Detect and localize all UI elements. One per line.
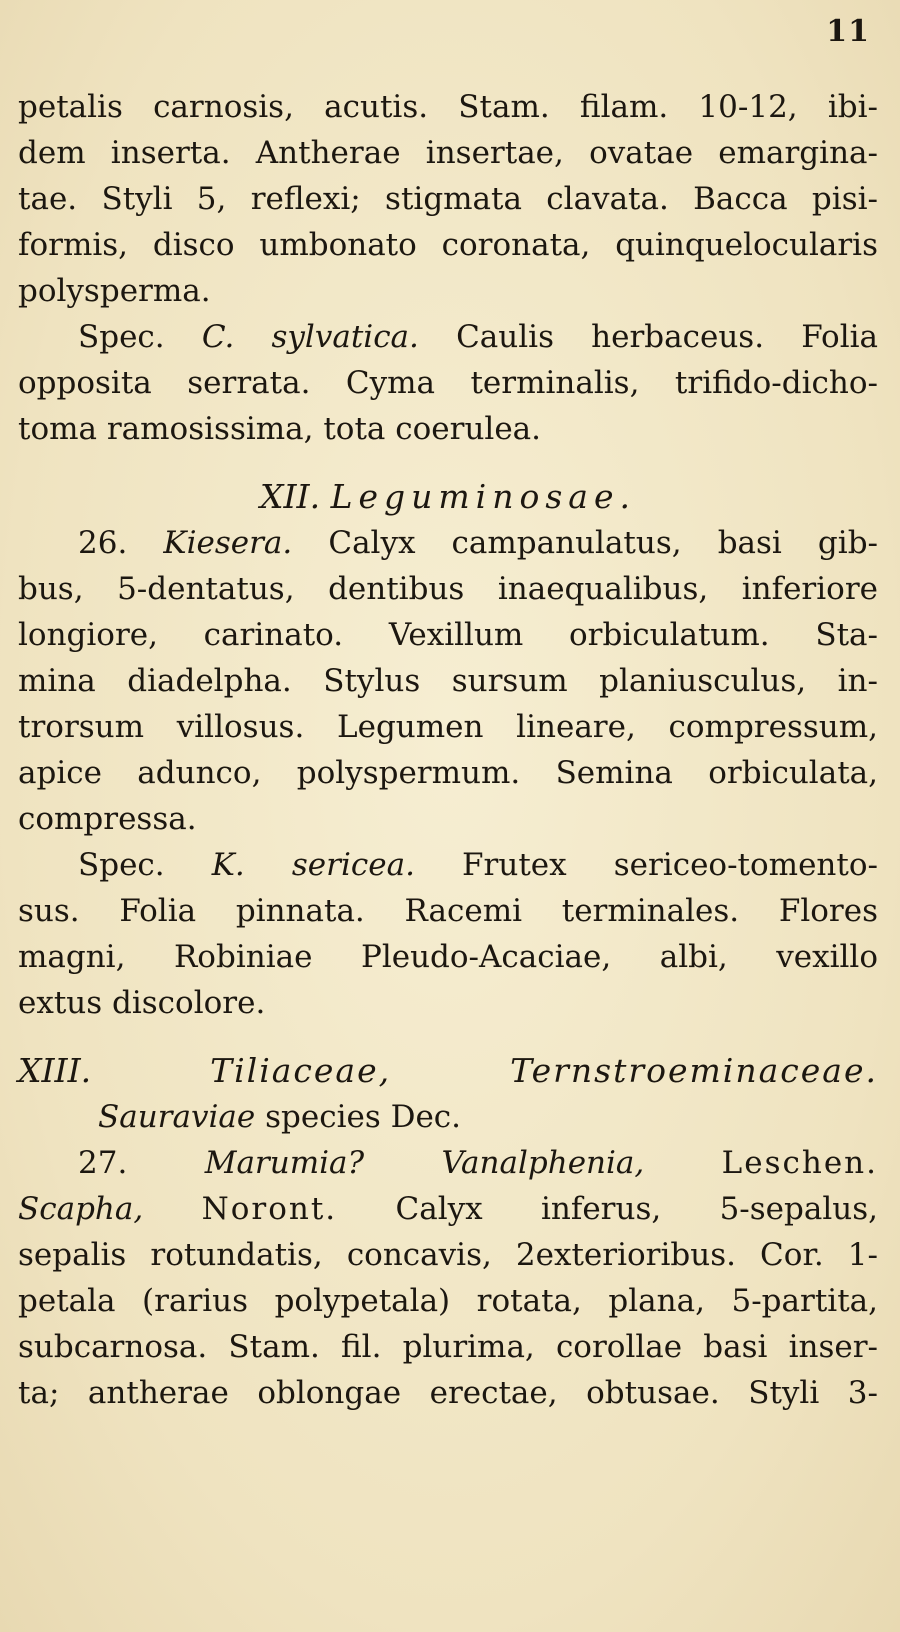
- species-entry-line: [18, 314, 878, 360]
- text-line: ta; antherae oblongae erectae, obtusae. Styli 3-: [18, 1375, 878, 1411]
- family-subheading: [18, 1094, 878, 1140]
- family-name: Leguminosae.: [330, 477, 636, 516]
- text-line: longiore, carinato. Vexillum orbiculatum. Sta-: [18, 617, 878, 653]
- text-line: bus, 5-dentatus, dentibus inaequalibus, inferiore: [18, 571, 878, 607]
- text-line: dem inserta. Antherae insertae, ovatae emargina-: [18, 135, 878, 171]
- species-name: C. sylvatica.: [201, 319, 419, 355]
- text-line: polysperma.: [18, 273, 211, 309]
- text-span: Calyx campanulatus, basi gib-: [328, 525, 879, 561]
- text-line: mina diadelpha. Stylus sursum planiusculus, in-: [18, 663, 878, 699]
- text-span: Calyx inferus, 5-sepalus,: [395, 1191, 878, 1227]
- text-span: Caulis herbaceus. Folia: [456, 319, 879, 355]
- genus-number: 26.: [78, 525, 128, 561]
- text-line: magni, Robiniae Pleudo-Acaciae, albi, vexillo: [18, 939, 878, 975]
- genus-name: Marumia?: [204, 1145, 365, 1181]
- text-line: toma ramosissima, tota coerulea.: [18, 411, 542, 447]
- text-line: subcarnosa. Stam. fil. plurima, corollae basi inser-: [18, 1329, 878, 1365]
- text-line: compressa.: [18, 801, 197, 837]
- page-text: [18, 84, 878, 1416]
- family-name: Tiliaceae,: [210, 1051, 392, 1090]
- spec-prefix: Spec.: [78, 847, 165, 883]
- genus-entry-line: [18, 1186, 878, 1232]
- author-name: Leschen.: [721, 1145, 879, 1181]
- spec-prefix: Spec.: [78, 319, 165, 355]
- genus-number: 27.: [78, 1145, 128, 1181]
- text-line: sus. Folia pinnata. Racemi terminales. Flores: [18, 893, 878, 929]
- species-entry-line: [18, 842, 878, 888]
- species-name: K. sericea.: [211, 847, 415, 883]
- family-heading: [18, 474, 878, 520]
- family-heading: [18, 1048, 878, 1094]
- family-number: XIII.: [18, 1051, 92, 1090]
- genus-entry-line: [18, 1140, 878, 1186]
- synonym-name: Vanalphenia,: [441, 1145, 645, 1181]
- synonym-name: Scapha,: [18, 1191, 144, 1227]
- page-number: 11: [826, 14, 870, 49]
- text-line: petalis carnosis, acutis. Stam. filam. 10-12, ibi-: [18, 89, 878, 125]
- author-name: Noront.: [201, 1191, 338, 1227]
- spacer: [18, 452, 878, 474]
- text-line: trorsum villosus. Legumen lineare, compressum,: [18, 709, 878, 745]
- genus-entry-line: [18, 520, 878, 566]
- genus-name: Sauraviae: [98, 1099, 256, 1135]
- text-line: sepalis rotundatis, concavis, 2exterioribus. Cor. 1-: [18, 1237, 878, 1273]
- text-line: opposita serrata. Cyma terminalis, trifido-dicho-: [18, 365, 878, 401]
- text-line: apice adunco, polyspermum. Semina orbiculata,: [18, 755, 878, 791]
- text-span: species Dec.: [265, 1099, 462, 1135]
- family-number: XII.: [260, 477, 321, 516]
- text-line: petala (rarius polypetala) rotata, plana, 5-partita,: [18, 1283, 878, 1319]
- genus-name: Kiesera.: [163, 525, 293, 561]
- text-line: extus discolore.: [18, 985, 266, 1021]
- spacer: [18, 1026, 878, 1048]
- text-line: formis, disco umbonato coronata, quinquelocularis: [18, 227, 878, 263]
- text-line: tae. Styli 5, reflexi; stigmata clavata. Bacca pisi-: [18, 181, 878, 217]
- text-span: Frutex sericeo-tomento-: [462, 847, 878, 883]
- family-name: Ternstroeminaceae.: [510, 1051, 878, 1090]
